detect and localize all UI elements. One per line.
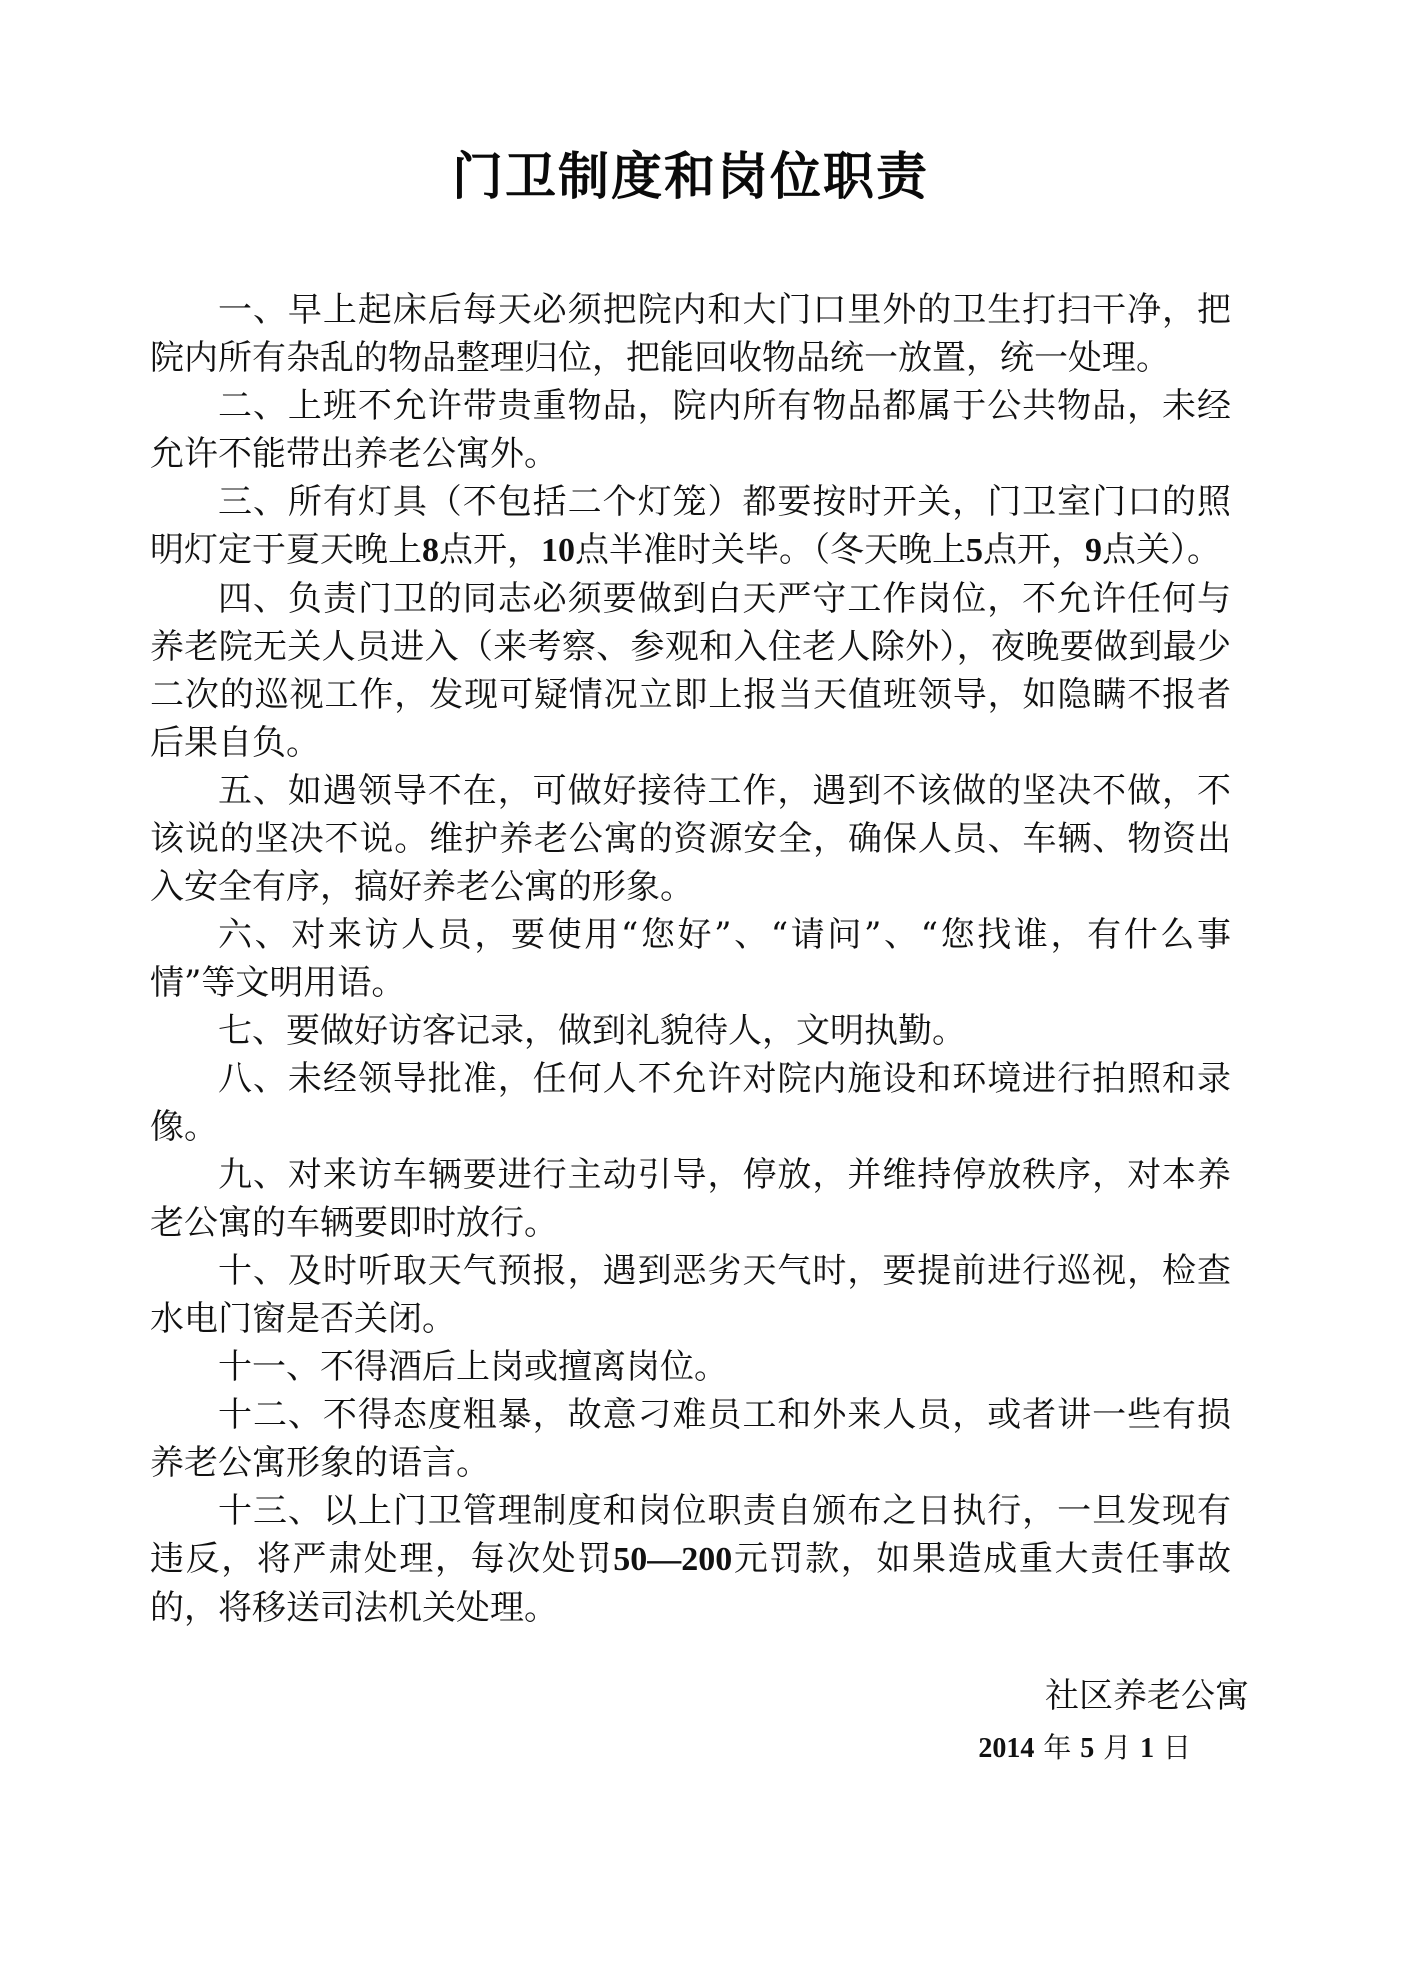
date-day-unit: 日: [1162, 1731, 1191, 1764]
paragraph-3-text-1: 三、所有灯具（不包括二个灯笼）都要按时开关，门卫室门口的照明灯定于夏天晚上: [150, 482, 1231, 570]
document-body: [150, 286, 1231, 1632]
paragraph-3-number-4: 9: [1085, 532, 1102, 569]
date-year-unit: 年: [1043, 1731, 1072, 1764]
paragraph-13-text-2: 元罚款，如果造成重大责任事故的，将移送司法机关处理。: [150, 1539, 1232, 1628]
date-year: 2014: [978, 1733, 1035, 1764]
paragraph-3-number-3: 5: [966, 532, 983, 569]
paragraph-3-number-1: 8: [422, 532, 439, 569]
signature-date: [978, 1728, 1191, 1769]
paragraph-6: 六、对来访人员，要使用“您好”、“请问”、“您找谁，有什么事情”等文明用语。: [150, 915, 1231, 1003]
date-day: 1: [1140, 1733, 1155, 1764]
paragraph-12: 十二、不得态度粗暴，故意刁难员工和外来人员，或者讲一些有损养老公寓形象的语言。: [150, 1395, 1231, 1483]
paragraph-3-text-2: 点开，: [439, 530, 541, 570]
paragraph-13: [150, 1487, 1231, 1632]
paragraph-3-number-2: 10: [541, 532, 575, 569]
date-month-unit: 月: [1103, 1731, 1132, 1764]
paragraph-1: 一、早上起床后每天必须把院内和大门口里外的卫生打扫干净，把院内所有杂乱的物品整理归位，把能回收物品统一放置，统一处理。: [150, 290, 1231, 378]
paragraph-3-text-5: 点关）。: [1102, 530, 1221, 570]
paragraph-9: 九、对来访车辆要进行主动引导，停放，并维持停放秩序，对本养老公寓的车辆要即时放行。: [150, 1155, 1231, 1243]
signature-organization: 社区养老公寓: [1045, 1676, 1249, 1716]
paragraph-13-text-1: 十三、以上门卫管理制度和岗位职责自颁布之日执行，一旦发现有违反，将严肃处理，每次处罚: [150, 1491, 1231, 1579]
paragraph-3-text-3: 点半准时关毕。（冬天晚上: [575, 530, 966, 570]
paragraph-8: 八、未经领导批准，任何人不允许对院内施设和环境进行拍照和录像。: [150, 1059, 1231, 1147]
date-month: 5: [1080, 1733, 1095, 1764]
document-title: 门卫制度和岗位职责: [451, 148, 929, 207]
paragraph-10: 十、及时听取天气预报，遇到恶劣天气时，要提前进行巡视，检查水电门窗是否关闭。: [150, 1251, 1231, 1339]
paragraph-3: [150, 478, 1231, 575]
paragraph-4: 四、负责门卫的同志必须要做到白天严守工作岗位，不允许任何与养老院无关人员进入（来考察、参观和入住老人除外），夜晚要做到最少二次的巡视工作，发现可疑情况立即上报当天值班领导，如隐瞒不报者后果自负。: [150, 579, 1231, 763]
paragraph-11: 十一、不得酒后上岗或擅离岗位。: [218, 1347, 728, 1387]
paragraph-7: 七、要做好访客记录，做到礼貌待人，文明执勤。: [218, 1011, 966, 1051]
paragraph-3-text-4: 点开，: [983, 530, 1085, 570]
paragraph-13-fine-range: 50—200: [613, 1541, 733, 1578]
paragraph-2: 二、上班不允许带贵重物品，院内所有物品都属于公共物品，未经允许不能带出养老公寓外。: [150, 386, 1231, 474]
paragraph-5: 五、如遇领导不在，可做好接待工作，遇到不该做的坚决不做，不该说的坚决不说。维护养老公寓的资源安全，确保人员、车辆、物资出入安全有序，搞好养老公寓的形象。: [150, 771, 1231, 907]
